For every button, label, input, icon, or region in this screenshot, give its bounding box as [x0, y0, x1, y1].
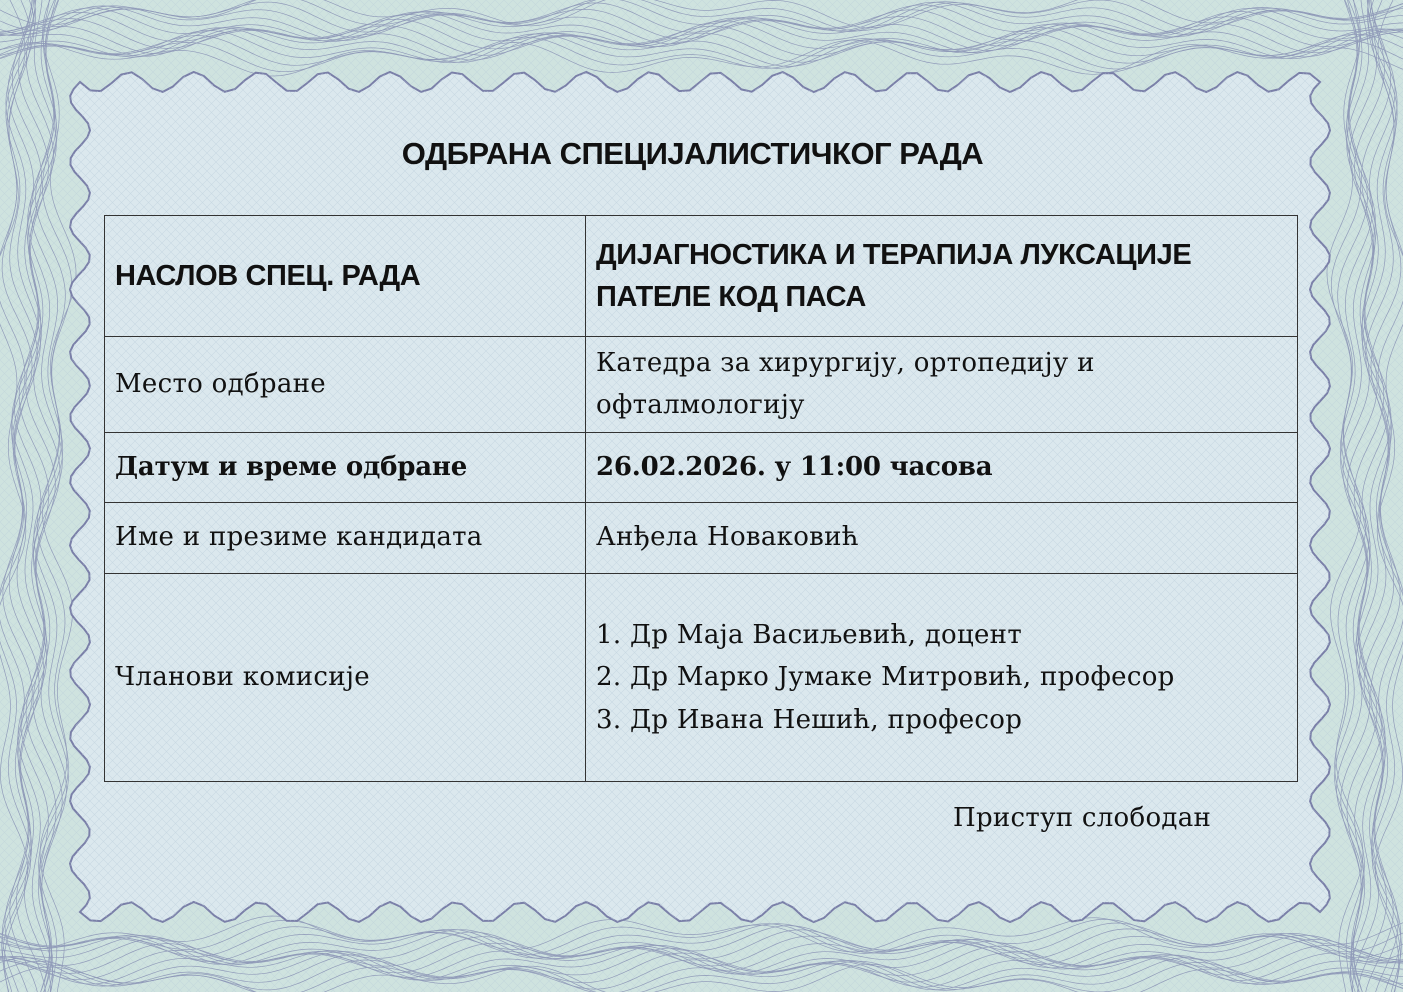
table-row [105, 433, 1298, 503]
document-title: ОДБРАНА СПЕЦИЈАЛИСТИЧКОГ РАДА [401, 136, 984, 171]
access-note: Приступ слободан [953, 803, 1212, 833]
committee-member: 2. Др Марко Јумаке Митровић, професор [596, 662, 1175, 693]
committee-member: 3. Др Ивана Нешић, професор [596, 704, 1023, 735]
thesis-title-label: НАСЛОВ СПЕЦ. РАДА [105, 216, 586, 337]
defense-info-table [104, 215, 1298, 782]
defense-location-value: Катедра за хирургију, ортопедију и офталмологију [586, 337, 1298, 433]
table-row [105, 574, 1298, 782]
defense-datetime-label: Датум и време одбране [105, 433, 586, 503]
defense-location-label: Место одбране [105, 337, 586, 433]
committee-members [586, 574, 1298, 782]
committee-label: Чланови комисије [105, 574, 586, 782]
thesis-title-value: ДИЈАГНОСТИКА И ТЕРАПИЈА ЛУКСАЦИЈЕ ПАТЕЛЕ КОД ПАСА [586, 216, 1298, 337]
defense-datetime-value: 26.02.2026. у 11:00 часова [586, 433, 1298, 503]
committee-member: 1. Др Маја Васиљевић, доцент [596, 620, 1022, 651]
table-row [105, 503, 1298, 574]
candidate-name-label: Име и презиме кандидата [105, 503, 586, 574]
table-row [105, 216, 1298, 337]
candidate-name-value: Анђела Новаковић [586, 503, 1298, 574]
table-row [105, 337, 1298, 433]
